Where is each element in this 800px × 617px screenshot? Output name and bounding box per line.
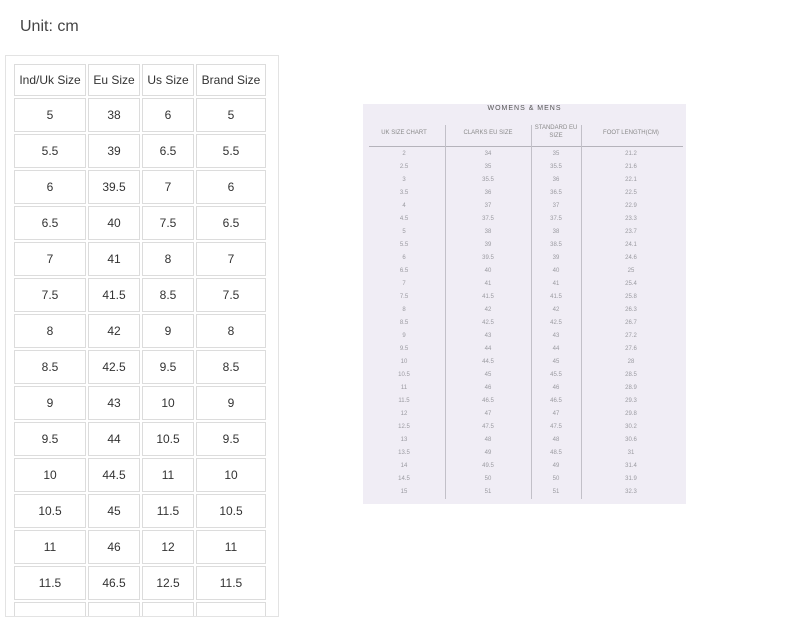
table-row <box>14 170 266 204</box>
chart-cell-standard-eu-size: 35 <box>552 151 560 157</box>
cell-us-size: 11.5 <box>142 494 194 528</box>
table-row <box>14 242 266 276</box>
cell-eu-size <box>88 602 140 617</box>
chart-cell-foot-length: 25 <box>627 268 635 274</box>
cell-brand-size: 5 <box>196 98 266 132</box>
cell-eu-size: 46 <box>88 530 140 564</box>
chart-cell-foot-length: 23.7 <box>625 229 637 235</box>
cell-us-size: 7 <box>142 170 194 204</box>
chart-cell-foot-length: 25.4 <box>625 281 637 287</box>
table-row <box>14 458 266 492</box>
chart-cell-uk-size: 7.5 <box>399 294 409 300</box>
chart-image-row <box>363 448 686 461</box>
chart-cell-standard-eu-size: 47.5 <box>550 424 562 430</box>
cell-ind-uk-size: 9.5 <box>14 422 86 456</box>
chart-cell-clarks-eu-size: 50 <box>484 476 492 482</box>
chart-cell-uk-size: 6 <box>402 255 406 261</box>
chart-cell-standard-eu-size: 43 <box>552 333 560 339</box>
chart-cell-standard-eu-size: 42.5 <box>550 320 562 326</box>
chart-cell-clarks-eu-size: 48 <box>484 437 492 443</box>
chart-cell-clarks-eu-size: 37.5 <box>482 216 494 222</box>
cell-eu-size: 39 <box>88 134 140 168</box>
table-row <box>14 314 266 348</box>
chart-cell-uk-size: 8 <box>402 307 406 313</box>
chart-image-row <box>363 214 686 227</box>
chart-image-row <box>363 266 686 279</box>
chart-header-standard-eu-size: STANDARD EU SIZE <box>534 125 578 139</box>
cell-ind-uk-size: 7.5 <box>14 278 86 312</box>
chart-cell-clarks-eu-size: 49.5 <box>482 463 494 469</box>
chart-cell-clarks-eu-size: 44.5 <box>482 359 494 365</box>
chart-cell-uk-size: 11 <box>400 385 408 391</box>
chart-cell-standard-eu-size: 36.5 <box>550 190 562 196</box>
cell-brand-size: 9.5 <box>196 422 266 456</box>
chart-cell-standard-eu-size: 48.5 <box>550 450 562 456</box>
chart-cell-foot-length: 29.8 <box>625 411 637 417</box>
chart-cell-uk-size: 13.5 <box>398 450 410 456</box>
cell-eu-size: 43 <box>88 386 140 420</box>
table-row <box>14 98 266 132</box>
chart-cell-clarks-eu-size: 49 <box>484 450 492 456</box>
chart-cell-foot-length: 25.8 <box>625 294 637 300</box>
cell-us-size: 12 <box>142 530 194 564</box>
chart-cell-foot-length: 28.5 <box>625 372 637 378</box>
cell-ind-uk-size: 6 <box>14 170 86 204</box>
cell-us-size: 7.5 <box>142 206 194 240</box>
chart-cell-clarks-eu-size: 37 <box>484 203 492 209</box>
chart-cell-uk-size: 14.5 <box>398 476 410 482</box>
chart-cell-standard-eu-size: 48 <box>552 437 560 443</box>
chart-cell-clarks-eu-size: 45 <box>484 372 492 378</box>
chart-cell-clarks-eu-size: 36 <box>484 190 492 196</box>
chart-cell-clarks-eu-size: 42.5 <box>482 320 494 326</box>
cell-eu-size: 42 <box>88 314 140 348</box>
table-row <box>14 602 266 617</box>
chart-cell-foot-length: 21.2 <box>625 151 637 157</box>
chart-cell-foot-length: 26.3 <box>625 307 637 313</box>
cell-us-size: 9 <box>142 314 194 348</box>
chart-cell-standard-eu-size: 36 <box>552 177 560 183</box>
chart-cell-uk-size: 14 <box>400 463 408 469</box>
chart-cell-standard-eu-size: 41.5 <box>550 294 562 300</box>
chart-cell-foot-length: 32.3 <box>625 489 637 495</box>
cell-us-size: 9.5 <box>142 350 194 384</box>
header-ind-uk-size: Ind/Uk Size <box>14 64 86 96</box>
chart-cell-uk-size: 7 <box>402 281 406 287</box>
cell-brand-size: 11 <box>196 530 266 564</box>
chart-cell-foot-length: 31.4 <box>625 463 637 469</box>
cell-brand-size: 8.5 <box>196 350 266 384</box>
chart-cell-foot-length: 22.1 <box>625 177 637 183</box>
chart-cell-uk-size: 9.5 <box>399 346 409 352</box>
table-row <box>14 134 266 168</box>
chart-image-row <box>363 474 686 487</box>
chart-cell-uk-size: 3.5 <box>399 190 409 196</box>
unit-label: Unit: cm <box>20 18 79 35</box>
chart-cell-clarks-eu-size: 41.5 <box>482 294 494 300</box>
chart-cell-uk-size: 2.5 <box>399 164 409 170</box>
chart-cell-standard-eu-size: 38.5 <box>550 242 562 248</box>
cell-us-size <box>142 602 194 617</box>
chart-image-row <box>363 253 686 266</box>
chart-cell-uk-size: 5 <box>402 229 406 235</box>
table-row <box>14 566 266 600</box>
cell-ind-uk-size: 10.5 <box>14 494 86 528</box>
chart-cell-standard-eu-size: 35.5 <box>550 164 562 170</box>
chart-cell-uk-size: 9 <box>402 333 406 339</box>
chart-cell-standard-eu-size: 40 <box>552 268 560 274</box>
chart-cell-foot-length: 27.6 <box>625 346 637 352</box>
size-table <box>12 62 268 617</box>
chart-cell-uk-size: 13 <box>400 437 408 443</box>
cell-eu-size: 46.5 <box>88 566 140 600</box>
chart-cell-foot-length: 26.7 <box>625 320 637 326</box>
chart-image-row <box>363 175 686 188</box>
table-row <box>14 422 266 456</box>
cell-ind-uk-size <box>14 602 86 617</box>
chart-cell-standard-eu-size: 37.5 <box>550 216 562 222</box>
chart-cell-clarks-eu-size: 39.5 <box>482 255 494 261</box>
cell-us-size: 10 <box>142 386 194 420</box>
chart-cell-standard-eu-size: 45.5 <box>550 372 562 378</box>
chart-image-row <box>363 292 686 305</box>
chart-cell-clarks-eu-size: 41 <box>484 281 492 287</box>
chart-cell-clarks-eu-size: 47.5 <box>482 424 494 430</box>
chart-header-clarks-eu-size: CLARKS EU SIZE <box>463 130 513 136</box>
cell-eu-size: 45 <box>88 494 140 528</box>
cell-eu-size: 40 <box>88 206 140 240</box>
chart-cell-uk-size: 12.5 <box>398 424 410 430</box>
size-table-header-row <box>14 64 266 96</box>
chart-cell-standard-eu-size: 42 <box>552 307 560 313</box>
chart-image-row <box>363 422 686 435</box>
chart-image-rows <box>363 149 686 500</box>
chart-image-row <box>363 279 686 292</box>
chart-image-row <box>363 357 686 370</box>
chart-cell-uk-size: 15 <box>400 489 408 495</box>
chart-cell-clarks-eu-size: 51 <box>484 489 492 495</box>
chart-cell-clarks-eu-size: 35 <box>484 164 492 170</box>
cell-ind-uk-size: 5 <box>14 98 86 132</box>
chart-cell-standard-eu-size: 39 <box>552 255 560 261</box>
header-brand-size: Brand Size <box>196 64 266 96</box>
cell-us-size: 11 <box>142 458 194 492</box>
chart-cell-standard-eu-size: 47 <box>552 411 560 417</box>
cell-brand-size: 6.5 <box>196 206 266 240</box>
cell-eu-size: 44 <box>88 422 140 456</box>
chart-cell-foot-length: 27.2 <box>625 333 637 339</box>
cell-brand-size: 10.5 <box>196 494 266 528</box>
size-table-container[interactable] <box>5 55 279 617</box>
cell-eu-size: 42.5 <box>88 350 140 384</box>
cell-eu-size: 38 <box>88 98 140 132</box>
cell-ind-uk-size: 6.5 <box>14 206 86 240</box>
cell-ind-uk-size: 7 <box>14 242 86 276</box>
cell-ind-uk-size: 8.5 <box>14 350 86 384</box>
cell-eu-size: 39.5 <box>88 170 140 204</box>
cell-brand-size: 11.5 <box>196 566 266 600</box>
table-row <box>14 278 266 312</box>
chart-image-title: WOMENS & MENS <box>487 105 562 112</box>
chart-cell-clarks-eu-size: 43 <box>484 333 492 339</box>
chart-header-uk-size: UK SIZE CHART <box>381 130 427 136</box>
chart-image-row <box>363 188 686 201</box>
chart-cell-uk-size: 10.5 <box>398 372 410 378</box>
chart-cell-foot-length: 30.6 <box>625 437 637 443</box>
chart-image-row <box>363 318 686 331</box>
chart-cell-standard-eu-size: 46 <box>552 385 560 391</box>
chart-image-row <box>363 201 686 214</box>
chart-cell-standard-eu-size: 50 <box>552 476 560 482</box>
chart-cell-clarks-eu-size: 46.5 <box>482 398 494 404</box>
chart-cell-uk-size: 8.5 <box>399 320 409 326</box>
cell-eu-size: 41.5 <box>88 278 140 312</box>
cell-ind-uk-size: 10 <box>14 458 86 492</box>
chart-image-row <box>363 305 686 318</box>
table-row <box>14 494 266 528</box>
chart-cell-foot-length: 24.1 <box>625 242 637 248</box>
chart-cell-standard-eu-size: 46.5 <box>550 398 562 404</box>
chart-cell-foot-length: 22.5 <box>625 190 637 196</box>
table-row <box>14 350 266 384</box>
cell-us-size: 8 <box>142 242 194 276</box>
chart-image-row <box>363 435 686 448</box>
chart-cell-clarks-eu-size: 46 <box>484 385 492 391</box>
cell-us-size: 8.5 <box>142 278 194 312</box>
chart-cell-clarks-eu-size: 35.5 <box>482 177 494 183</box>
cell-brand-size: 7.5 <box>196 278 266 312</box>
chart-image-row <box>363 240 686 253</box>
chart-cell-uk-size: 4 <box>402 203 406 209</box>
cell-us-size: 10.5 <box>142 422 194 456</box>
chart-cell-clarks-eu-size: 38 <box>484 229 492 235</box>
chart-image-row <box>363 162 686 175</box>
chart-cell-standard-eu-size: 51 <box>552 489 560 495</box>
chart-cell-uk-size: 4.5 <box>399 216 409 222</box>
chart-cell-foot-length: 24.6 <box>625 255 637 261</box>
chart-cell-standard-eu-size: 38 <box>552 229 560 235</box>
chart-cell-standard-eu-size: 45 <box>552 359 560 365</box>
table-row <box>14 530 266 564</box>
chart-cell-foot-length: 31 <box>627 450 635 456</box>
chart-image-row <box>363 149 686 162</box>
chart-image-row <box>363 344 686 357</box>
chart-cell-uk-size: 6.5 <box>399 268 409 274</box>
chart-cell-standard-eu-size: 44 <box>552 346 560 352</box>
chart-cell-foot-length: 28 <box>627 359 635 365</box>
cell-ind-uk-size: 11 <box>14 530 86 564</box>
chart-image-row <box>363 461 686 474</box>
chart-cell-uk-size: 10 <box>400 359 408 365</box>
table-row <box>14 206 266 240</box>
cell-brand-size: 6 <box>196 170 266 204</box>
chart-cell-clarks-eu-size: 39 <box>484 242 492 248</box>
cell-ind-uk-size: 11.5 <box>14 566 86 600</box>
chart-image-row <box>363 409 686 422</box>
cell-eu-size: 44.5 <box>88 458 140 492</box>
cell-eu-size: 41 <box>88 242 140 276</box>
chart-image-row <box>363 227 686 240</box>
cell-ind-uk-size: 5.5 <box>14 134 86 168</box>
table-row <box>14 386 266 420</box>
cell-ind-uk-size: 9 <box>14 386 86 420</box>
chart-header-foot-length: FOOT LENGTH(CM) <box>603 130 659 136</box>
cell-ind-uk-size: 8 <box>14 314 86 348</box>
chart-cell-clarks-eu-size: 42 <box>484 307 492 313</box>
chart-cell-standard-eu-size: 41 <box>552 281 560 287</box>
chart-cell-clarks-eu-size: 44 <box>484 346 492 352</box>
chart-image-row <box>363 370 686 383</box>
chart-image-row <box>363 383 686 396</box>
chart-cell-foot-length: 22.9 <box>625 203 637 209</box>
chart-cell-uk-size: 12 <box>400 411 408 417</box>
size-chart-image <box>363 104 686 504</box>
chart-cell-standard-eu-size: 37 <box>552 203 560 209</box>
cell-brand-size: 8 <box>196 314 266 348</box>
chart-cell-clarks-eu-size: 34 <box>484 151 492 157</box>
cell-brand-size <box>196 602 266 617</box>
chart-cell-foot-length: 28.9 <box>625 385 637 391</box>
cell-us-size: 6 <box>142 98 194 132</box>
chart-image-row <box>363 487 686 500</box>
chart-image-row <box>363 396 686 409</box>
chart-header-divider <box>369 146 683 147</box>
chart-cell-uk-size: 11.5 <box>398 398 410 404</box>
cell-brand-size: 10 <box>196 458 266 492</box>
chart-cell-clarks-eu-size: 40 <box>484 268 492 274</box>
cell-brand-size: 5.5 <box>196 134 266 168</box>
chart-cell-standard-eu-size: 49 <box>552 463 560 469</box>
chart-cell-foot-length: 29.3 <box>625 398 637 404</box>
chart-cell-uk-size: 5.5 <box>399 242 409 248</box>
chart-cell-foot-length: 21.6 <box>625 164 637 170</box>
cell-brand-size: 9 <box>196 386 266 420</box>
chart-cell-uk-size: 2 <box>402 151 406 157</box>
cell-us-size: 12.5 <box>142 566 194 600</box>
chart-cell-foot-length: 23.3 <box>625 216 637 222</box>
chart-image-row <box>363 331 686 344</box>
chart-cell-clarks-eu-size: 47 <box>484 411 492 417</box>
header-us-size: Us Size <box>142 64 194 96</box>
chart-cell-uk-size: 3 <box>402 177 406 183</box>
chart-cell-foot-length: 31.9 <box>625 476 637 482</box>
header-eu-size: Eu Size <box>88 64 140 96</box>
chart-cell-foot-length: 30.2 <box>625 424 637 430</box>
size-table-body <box>14 98 266 617</box>
cell-us-size: 6.5 <box>142 134 194 168</box>
cell-brand-size: 7 <box>196 242 266 276</box>
